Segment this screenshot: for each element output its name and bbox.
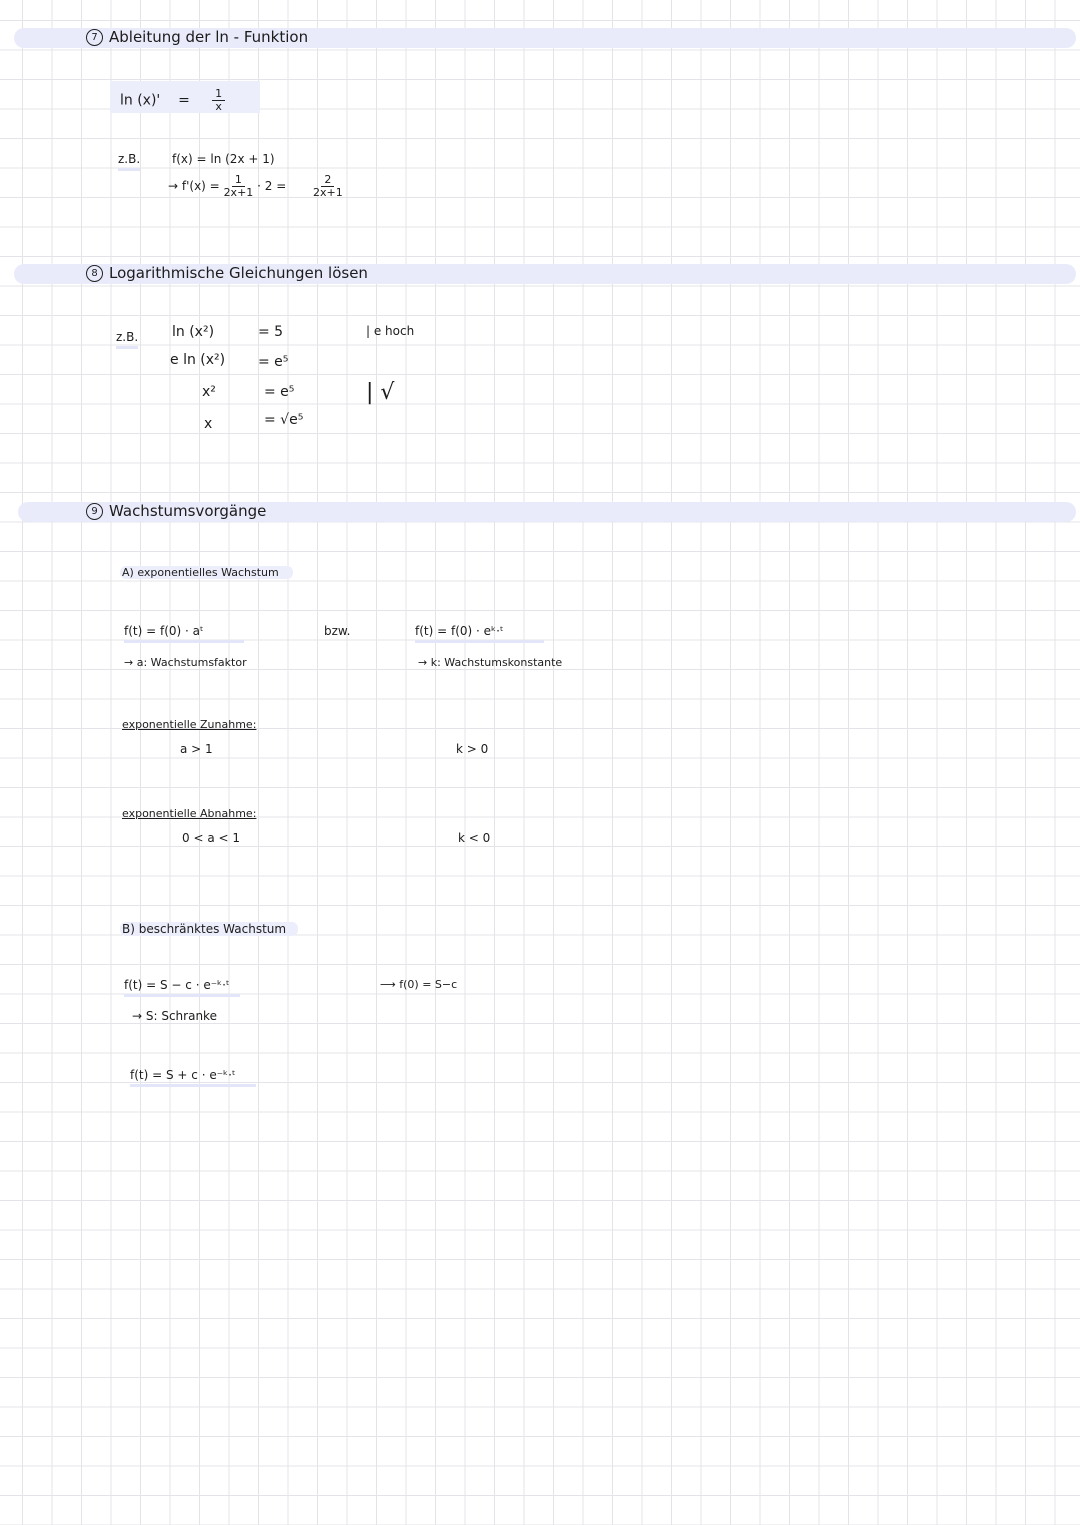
formula-bounded-plus: f(t) = S + c · e⁻ᵏ·ᵗ xyxy=(130,1068,256,1087)
denominator: 2x+1 xyxy=(223,186,254,199)
section-number: 9 xyxy=(86,503,103,520)
denominator: x xyxy=(215,100,222,113)
numerator: 1 xyxy=(232,174,245,187)
numerator: 1 xyxy=(212,88,225,101)
note-bound: → S: Schranke xyxy=(132,1009,217,1023)
equation-rhs: = e⁵ xyxy=(264,384,295,400)
step-note: | √ xyxy=(366,380,395,405)
example-derivative xyxy=(168,174,343,199)
equation-rhs: = 5 xyxy=(258,324,284,340)
section-8-heading xyxy=(86,264,368,282)
section-9-heading xyxy=(86,502,266,520)
decrease-a-condition: 0 < a < 1 xyxy=(182,831,240,845)
increase-a-condition: a > 1 xyxy=(180,742,213,756)
rule-fraction xyxy=(212,88,225,113)
example-function: f(x) = ln (2x + 1) xyxy=(172,152,275,166)
increase-label: exponentielle Zunahme: xyxy=(122,718,257,731)
equation-lhs: x xyxy=(204,416,213,432)
equation-lhs: ln (x²) xyxy=(172,324,215,340)
note-growth-factor: → a: Wachstumsfaktor xyxy=(124,656,247,669)
formula-bounded-minus: f(t) = S − c · e⁻ᵏ·ᵗ xyxy=(124,978,240,997)
result-fraction xyxy=(313,174,343,199)
section-number: 7 xyxy=(86,29,103,46)
increase-k-condition: k > 0 xyxy=(456,742,489,756)
note-growth-constant: → k: Wachstumskonstante xyxy=(418,656,563,669)
section-7-heading xyxy=(86,28,308,46)
denominator: 2x+1 xyxy=(312,186,343,199)
decrease-label: exponentielle Abnahme: xyxy=(122,807,257,820)
step-note: | e hoch xyxy=(366,324,415,338)
section-number: 8 xyxy=(86,265,103,282)
decrease-k-condition: k < 0 xyxy=(458,831,491,845)
example-label: z.B. xyxy=(118,152,140,171)
equation-rhs: = e⁵ xyxy=(258,354,289,370)
ln-derivative-rule xyxy=(120,88,225,113)
subsection-b-title: B) beschränktes Wachstum xyxy=(120,922,298,936)
equation-lhs: e ln (x²) xyxy=(170,352,226,368)
section-title: Ableitung der ln - Funktion xyxy=(109,28,309,46)
initial-value-note: ⟶ f(0) = S−c xyxy=(380,978,458,991)
subsection-a-title: A) exponentielles Wachstum xyxy=(120,566,293,579)
example-label: z.B. xyxy=(116,330,138,349)
formula-growth-constant: f(t) = f(0) · eᵏ·ᵗ xyxy=(415,624,544,643)
section-title: Wachstumsvorgänge xyxy=(109,502,267,520)
formula-growth-factor: f(t) = f(0) · aᵗ xyxy=(124,624,244,643)
bzw-label: bzw. xyxy=(324,624,351,638)
rule-lhs: ln (x)' xyxy=(120,92,161,109)
derivative-fraction xyxy=(224,174,254,199)
derivative-lhs: → f'(x) = xyxy=(168,179,220,193)
numerator: 2 xyxy=(321,174,334,187)
equation-lhs: x² xyxy=(202,384,216,400)
rule-equals: = xyxy=(178,92,190,109)
derivative-middle: · 2 = xyxy=(257,179,287,193)
section-title: Logarithmische Gleichungen lösen xyxy=(109,264,368,282)
equation-rhs: = √e⁵ xyxy=(264,412,304,428)
